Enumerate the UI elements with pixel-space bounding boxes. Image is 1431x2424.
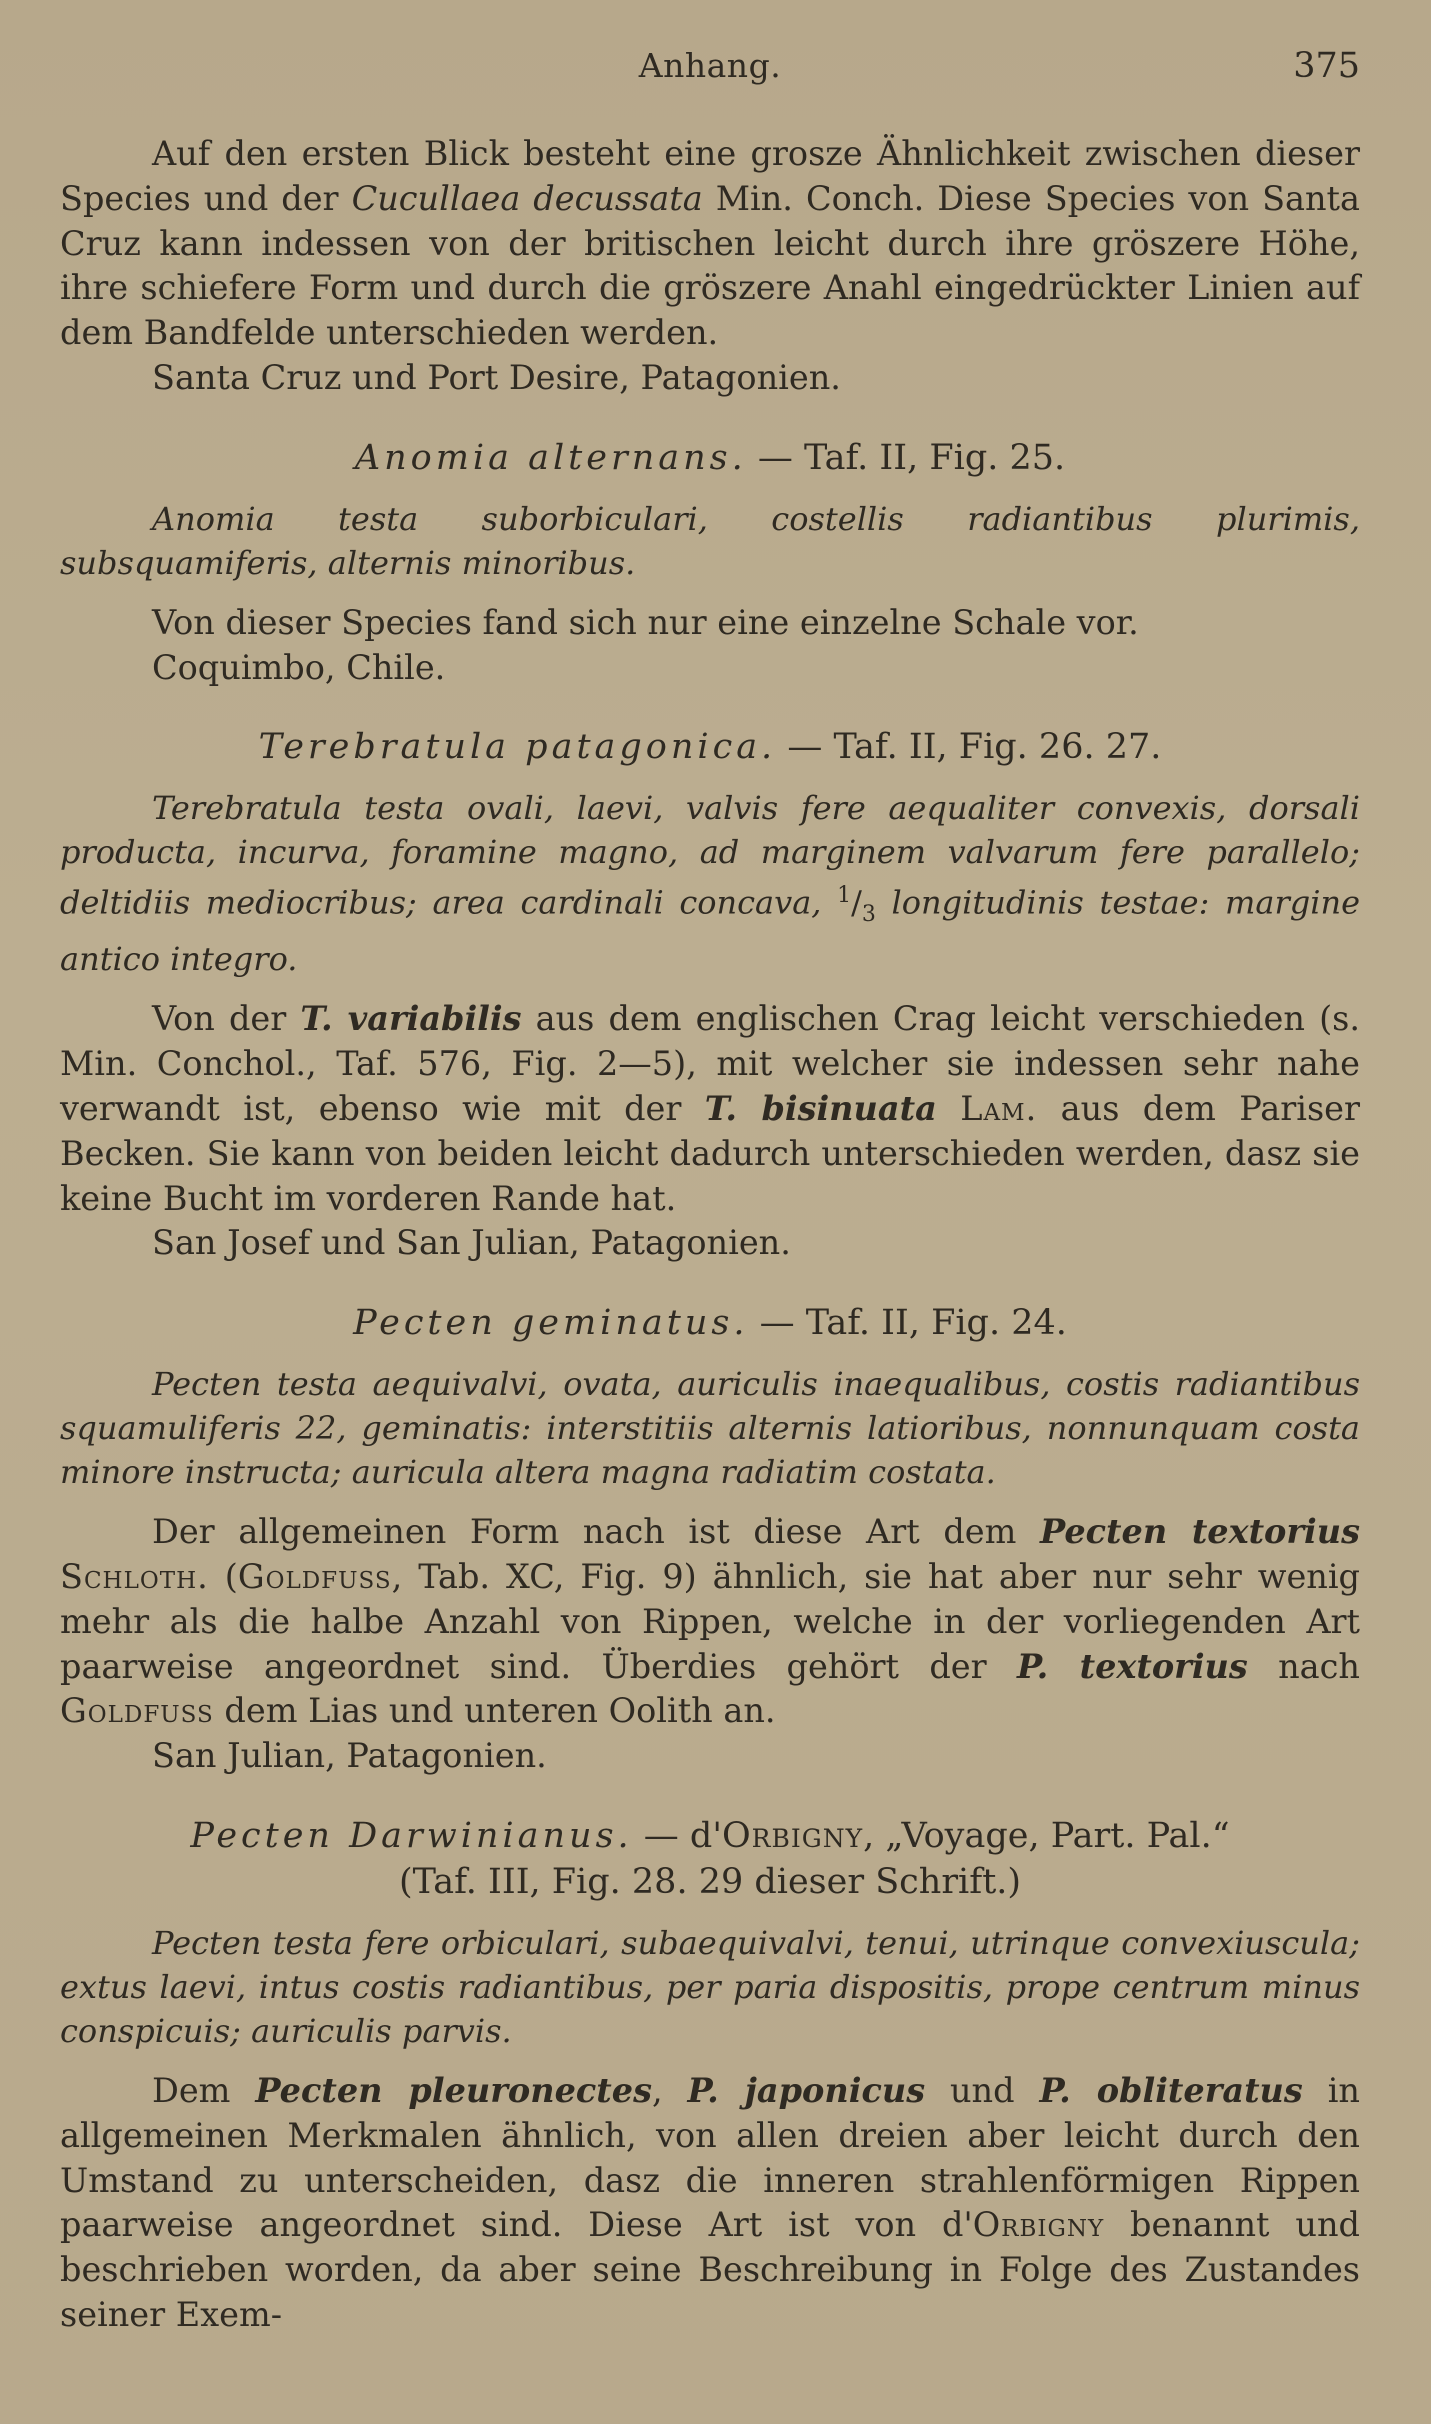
diagnosis-pecten-darwinianus: Pecten testa fere orbiculari, subaequivalvi, tenui, utrinque convexiuscula; extus laevi, intus costis radiantibus, per paria dispositis, prope centrum minus conspicuis; auriculis parvis. [60,1923,1360,2050]
author-name: Lam. [960,1089,1038,1129]
page-number: 375 [1293,46,1360,86]
author-name: Orbigny [972,2205,1105,2245]
paragraph-pecten-darwinianus: Dem Pecten pleuronectes, P. japonicus und P. obliteratus in allgemeinen Merkmalen ähnlich, von allen dreien aber leicht durch den Umstand zu unterscheiden, dasz die inneren strahlenförmigen Rippen paarweise angeordnet sind. Diese Art ist von d'Orbigny benannt und beschrieben worden, da aber seine Beschreibung in Folge des Zustandes seiner Exem- [60,2070,1360,2334]
diagnosis-terebratula: Terebratula testa ovali, laevi, valvis fere aequaliter convexis, dorsali producta, incurva, foramine magno, ad marginem valvarum fere parallelo; deltidiis mediocribus; area cardinali concava, $^1/_3$ longitudinis testae: margine antico integro. [60,789,1360,979]
species-heading-anomia: Anomia alternans. — Taf. II, Fig. 25. [354,437,1066,478]
locality-line: Santa Cruz und Port Desire, Patagonien. [152,357,841,397]
species-heading-pecten-geminatus: Pecten geminatus. — Taf. II, Fig. 24. [353,1303,1067,1344]
locality-line: Coquimbo, Chile. [152,647,446,687]
author-name: Goldfuss [60,1691,214,1731]
species-heading-terebratula: Terebratula patagonica. — Taf. II, Fig. 26. 27. [258,727,1162,768]
taxon-name: Cucullaea decussata [351,178,703,218]
author-name: Orbigny [721,1815,864,1856]
species-heading-pecten-darwinianus: Pecten Darwinianus. — d'Orbigny, „Voyage, Part. Pal.“ [190,1815,1230,1856]
locality-line: San Josef und San Julian, Patagonien. [152,1223,791,1263]
author-name: Schloth. [60,1557,209,1596]
paragraph-terebratula: Von der T. variabilis aus dem englischen Crag leicht verschieden (s. Min. Conchol., Taf. 576, Fig. 2—5), mit welcher sie indessen sehr nahe verwandt ist, ebenso wie mit der T. bisinuata Lam. aus dem Pariser Becken. Sie kann von beiden leicht dadurch unterschieden werden, dasz sie keine Bucht im vorderen Rande hat. [60,999,1360,1218]
species-heading-reference: (Taf. III, Fig. 28. 29 dieser Schrift.) [398,1861,1022,1902]
paragraph-cucullaea-comparison: Auf den ersten Blick besteht eine grosze Ähnlichkeit zwischen dieser Species und der Cucullaea decussata Min. Conch. Diese Species von Santa Cruz kann indessen von der britischen leicht durch ihre gröszere Höhe, ihre schiefere Form und durch die gröszere Anahl eingedrückter Linien auf dem Bandfelde unterschieden werden. [60,134,1360,353]
author-name: Goldfuss [237,1557,392,1596]
paragraph-anomia: Von dieser Species fand sich nur eine einzelne Schale vor. [152,602,1139,642]
paragraph-pecten-geminatus: Der allgemeinen Form nach ist diese Art dem Pecten textorius Schloth. (Goldfuss, Tab. XC, Fig. 9) ähnlich, sie hat aber nur sehr wenig mehr als die halbe Anzahl von Rippen, welche in der vorliegenden Art paarweise angeordnet sind. Überdies gehört der P. textorius nach Goldfuss dem Lias und unteren Oolith an. [60,1512,1361,1731]
running-title: Anhang. [638,46,782,85]
diagnosis-anomia: Anomia testa suborbiculari, costellis radiantibus plurimis, subsquamiferis, alternis minoribus. [60,499,1360,582]
body-text [60,132,1360,2338]
diagnosis-pecten-geminatus: Pecten testa aequivalvi, ovata, auriculis inaequalibus, costis radiantibus squamuliferis 22, geminatis: interstitiis alternis latioribus, nonnunquam costa minore instructa; auricula altera magna radiatim costata. [60,1365,1360,1492]
running-header [60,46,1360,96]
locality-line: San Julian, Patagonien. [152,1736,547,1776]
